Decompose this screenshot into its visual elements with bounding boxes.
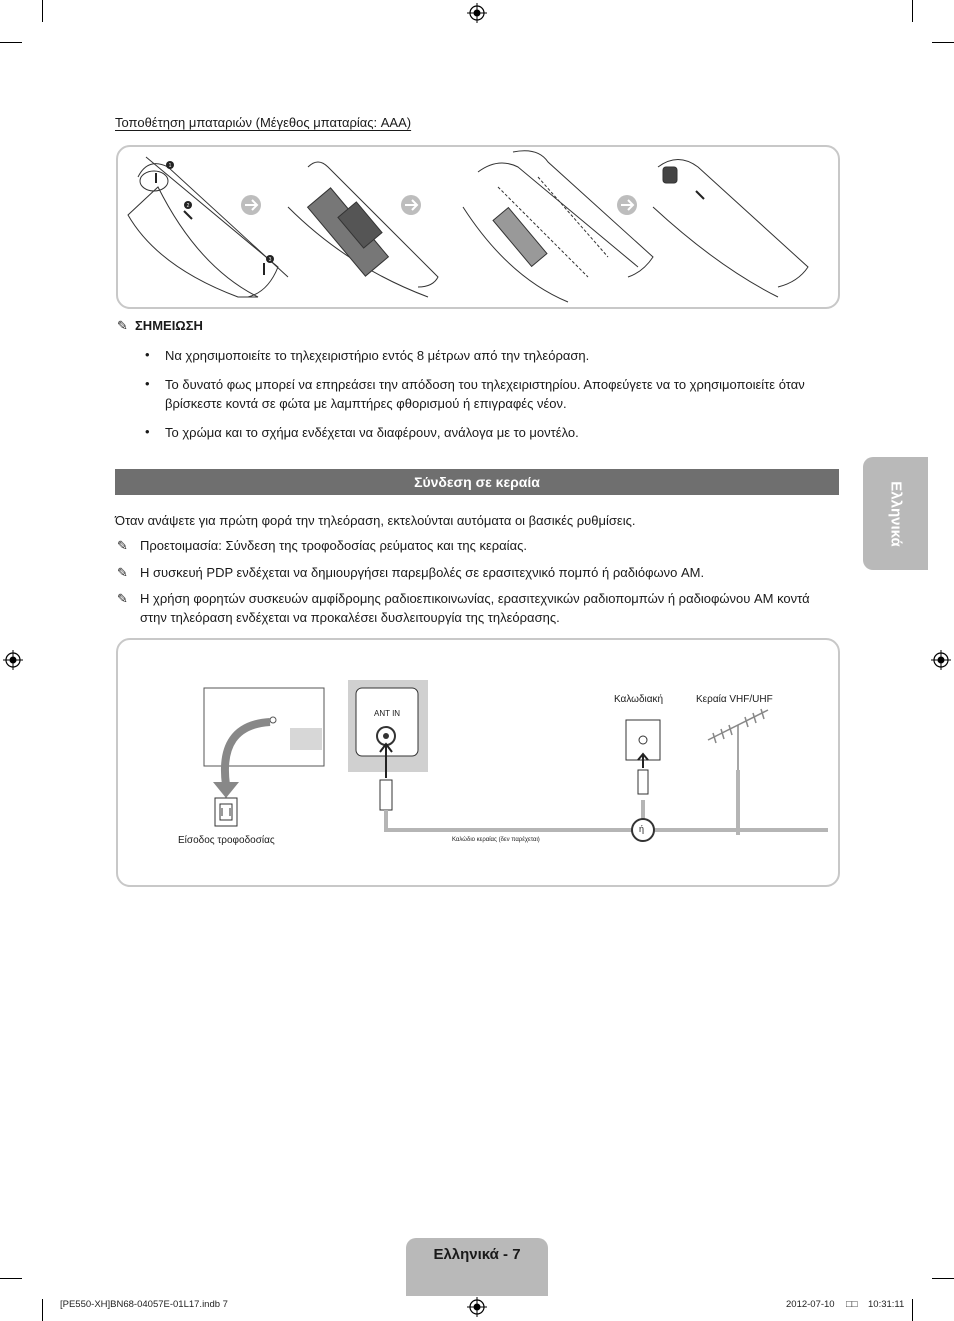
antenna-section-header: Σύνδεση σε κεραία xyxy=(115,469,839,495)
crop-mark xyxy=(912,1299,913,1321)
antenna-note xyxy=(117,536,837,555)
registration-mark-icon xyxy=(931,650,951,670)
pencil-icon: ✎ xyxy=(117,318,128,333)
antenna-note xyxy=(117,589,837,625)
arrow-head-icon xyxy=(213,782,239,798)
language-side-tab-label: Ελληνικά xyxy=(887,480,904,547)
bullet-icon: • xyxy=(145,424,150,439)
note-heading xyxy=(117,318,203,334)
pencil-icon: ✎ xyxy=(117,591,128,606)
antenna-intro: Όταν ανάψετε για πρώτη φορά την τηλεόραση, εκτελούνται αυτόματα οι βασικές ρυθμίσεις. xyxy=(115,513,636,528)
vhf-uhf-antenna-icon xyxy=(708,709,768,770)
power-socket-icon xyxy=(215,798,237,826)
power-input-label: Είσοδος τροφοδοσίας xyxy=(178,835,275,846)
footer-file: [PE550-XH]BN68-04057E-01L17.indb 7 xyxy=(60,1299,228,1310)
antenna-cable xyxy=(386,810,828,830)
crop-mark xyxy=(42,0,43,22)
crop-mark xyxy=(932,1278,954,1279)
crop-mark xyxy=(932,42,954,43)
ant-in-label: ANT IN xyxy=(374,709,401,718)
pencil-icon: ✎ xyxy=(117,538,128,553)
antenna-note-text: Προετοιμασία: Σύνδεση της τροφοδοσίας ρεύματος και της κεραίας. xyxy=(140,538,527,553)
page-number: Ελληνικά - 7 xyxy=(406,1238,548,1296)
note-bullet: Το δυνατό φως μπορεί να επηρεάσει την απόδοση του τηλεχειριστηρίου. Αποφεύγετε να το χρησιμοποιείτε όταν βρίσκεστε κοντά σε φώτα με λαμπτήρες φθορισμού ή επιγραφές νέον. xyxy=(165,377,805,411)
footer-time: 10:31:11 xyxy=(868,1299,905,1310)
or-label: ή xyxy=(639,824,645,834)
antenna-diagram-frame xyxy=(116,638,840,887)
language-side-tab xyxy=(863,457,928,570)
footer-date: 2012-07-10 xyxy=(786,1299,835,1310)
antenna-cable-note: Καλώδιο κεραίας (δεν παρέχεται) xyxy=(452,837,540,843)
note-heading-text: ΣΗΜΕΙΩΣΗ xyxy=(135,318,203,333)
battery-illustration-frame xyxy=(116,145,840,309)
antenna-note-text: Η χρήση φορητών συσκευών αμφίδρομης ραδιοεπικοινωνίας, ερασιτεχνικών ραδιοπομπών ή ραδιοφώνου AM κοντά στην τηλεόραση ενδέχεται να προκαλέσει δυσλειτουργία της τηλεόρασης. xyxy=(140,591,810,625)
note-bullet: Το χρώμα και το σχήμα ενδέχεται να διαφέρουν, ανάλογα με το μοντέλο. xyxy=(165,425,579,440)
next-step-arrow-icon xyxy=(241,195,261,215)
registration-mark-icon xyxy=(467,3,487,23)
registration-mark-icon xyxy=(3,650,23,670)
bullet-icon: • xyxy=(145,347,150,362)
battery-install-illustration xyxy=(118,147,838,307)
coax-connector-icon xyxy=(380,780,392,810)
next-step-arrow-icon xyxy=(617,195,637,215)
wall-outlet-icon xyxy=(626,720,660,794)
remote-battery-compartment xyxy=(288,162,438,297)
crop-mark xyxy=(0,42,22,43)
antenna-label: Κεραία VHF/UHF xyxy=(696,694,773,705)
antenna-note xyxy=(117,563,837,582)
arrow-diagonal-icon xyxy=(184,211,192,219)
crop-mark xyxy=(0,1278,22,1279)
footer-time-mark: □□ xyxy=(846,1299,858,1310)
antenna-note-text: Η συσκευή PDP ενδέχεται να δημιουργήσει παρεμβολές σε ερασιτεχνικό πομπό ή ραδιόφωνο AM. xyxy=(140,565,705,580)
registration-mark-icon xyxy=(467,1297,487,1317)
remote-cover-closing xyxy=(463,151,653,302)
battery-section-title: Τοποθέτηση μπαταριών (Μέγεθος μπαταρίας: AAA) xyxy=(115,115,412,130)
crop-mark xyxy=(912,0,913,22)
cable-label: Καλωδιακή xyxy=(614,694,664,705)
step-1-number: 1 xyxy=(168,163,172,169)
arrow-up-left-icon xyxy=(696,191,704,199)
step-2-number: 2 xyxy=(186,203,190,209)
next-step-arrow-icon xyxy=(401,195,421,215)
crop-mark xyxy=(42,1299,43,1321)
pencil-icon: ✎ xyxy=(117,565,128,580)
remote-back-open xyxy=(128,157,288,297)
note-bullet: Να χρησιμοποιείτε το τηλεχειριστήριο εντός 8 μέτρων από την τηλεόραση. xyxy=(165,348,590,363)
tv-back-panel xyxy=(204,688,324,766)
remote-cover-closed xyxy=(653,160,808,298)
antenna-connection-diagram xyxy=(118,640,838,885)
bullet-icon: • xyxy=(145,376,150,391)
step-3-number: 3 xyxy=(268,257,272,263)
